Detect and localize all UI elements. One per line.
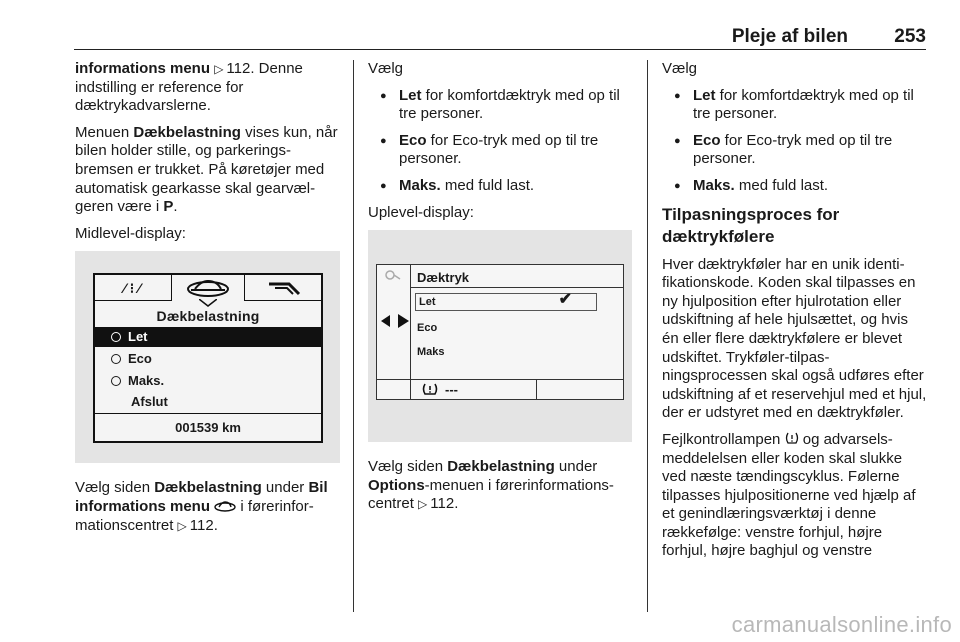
list-item [368, 87, 634, 124]
paragraph [75, 124, 340, 217]
text: Vælg siden [368, 458, 448, 476]
bold-term: Dækbelastning [154, 479, 262, 497]
radio-icon [111, 376, 121, 386]
pressure-value: --- [445, 382, 458, 398]
divider [411, 287, 623, 288]
page-number: 253 [894, 26, 926, 47]
text: for komfortdæktryk med op til tre personer. [399, 86, 620, 123]
option-eco[interactable]: Eco [417, 322, 438, 335]
option-maks[interactable] [95, 371, 321, 391]
paragraph [662, 431, 928, 561]
paragraph [75, 60, 340, 116]
tab-pointer-icon [199, 299, 217, 307]
watermark: carmanualsonline.info [731, 612, 952, 637]
tire-pressure-warning-icon [785, 432, 799, 445]
trip-tab: ⁄ ⁝ ⁄ [123, 280, 141, 297]
ref-number: 112 [226, 60, 251, 77]
intro: Vælg [662, 60, 698, 77]
tire-pressure-icon [421, 382, 439, 396]
car-tab [171, 275, 245, 301]
road-icon [267, 280, 301, 296]
option-maks[interactable]: Maks [417, 346, 445, 359]
column-1 [75, 60, 340, 543]
text: Fejlkontrollampen [662, 430, 785, 448]
option-label: Let [419, 296, 436, 309]
section-title: Pleje af bilen [731, 26, 848, 47]
paragraph [75, 479, 340, 535]
column-3 [662, 60, 928, 569]
display-title: Dækbelastning [156, 308, 260, 325]
page-reference[interactable] [418, 495, 454, 512]
column-divider [353, 60, 354, 612]
column-2 [368, 60, 634, 522]
list-item [662, 132, 928, 169]
bottom-left-segment [377, 380, 411, 400]
bold-term: Bil informations menu [75, 479, 328, 515]
radio-icon [111, 332, 121, 342]
text: i førerinformationscentret [75, 497, 314, 534]
list-item [662, 87, 928, 124]
gear-position: P [163, 198, 174, 216]
uplevel-display-figure [368, 230, 632, 442]
option-eco[interactable] [95, 349, 321, 369]
radio-icon [111, 354, 121, 364]
text: vises kun, når bilen holder stille, og parkeringsbremsen er trukket. På køretøjer med automatisk gearkasse skal gearvælgeren være i [75, 123, 338, 216]
display-title: Dæktryk [417, 270, 470, 286]
intro: Vælg [368, 60, 404, 77]
midlevel-label: Midlevel-display: [75, 224, 186, 242]
text: under [261, 479, 309, 497]
paragraph [368, 458, 634, 514]
option-let[interactable] [415, 293, 597, 311]
settings-tab [247, 275, 321, 301]
option-let[interactable] [95, 327, 321, 347]
exit-option[interactable]: Afslut [131, 394, 168, 410]
display-sidebar [377, 265, 411, 379]
ref-number: 112 [189, 516, 214, 534]
car-icon [185, 278, 231, 298]
text: for Eco-tryk med op til tre personer. [399, 131, 599, 168]
column-divider [647, 60, 648, 612]
bold-term: Eco [693, 131, 721, 149]
text: -menuen i førerinformationscentret [368, 476, 614, 513]
text: Vælg siden [75, 479, 155, 497]
list-item [662, 177, 928, 196]
uplevel-label: Uplevel-display: [368, 203, 474, 221]
bold-term: Eco [399, 131, 427, 149]
text: . Denne indstilling er reference for dæktrykadvarslerne. [75, 60, 303, 115]
car-icon [214, 501, 236, 512]
bold-term: Maks. [399, 176, 441, 194]
bold-term: Options [368, 476, 425, 494]
midlevel-display [93, 273, 323, 443]
text: med fuld last. [440, 176, 535, 194]
bold-term: Dækbelastning [133, 123, 241, 141]
text: og advarselsmeddelelsen eller koden skal slukke ved næste tændingscyklus. Følerne tilpasses hjulpositionerne ved hjælp af et genindlæringsværktøj i denne rækkefølge: venstre forhjul, højre forhjul, højre baghjul og venstre [662, 430, 916, 560]
text: . [213, 516, 218, 534]
page-reference[interactable] [214, 60, 250, 77]
bold-term: Dækbelastning [447, 458, 555, 476]
display-bottom-bar [377, 379, 623, 399]
bold-term: Let [399, 86, 422, 104]
text: under [554, 458, 598, 476]
text: med fuld last. [734, 176, 829, 194]
page-reference[interactable] [178, 517, 214, 534]
uplevel-display [376, 264, 624, 400]
left-right-arrows-icon[interactable] [381, 313, 409, 329]
text: Menuen [75, 123, 134, 141]
text: . [454, 495, 459, 513]
paragraph: Hver dæktrykføler har en unik identifikationskode. Koden skal tilpasses en ny hjulposition efter hjulrotation eller udskiftning af hele hjulsættet, og hvis én eller flere dæktrykfølere er blevet udskiftet. Trykføler-tilpasningsprocessen skal også udføres efter udskiftning af et reservehjul med et hjul, der er udstyret med en dæktrykføler. [662, 255, 927, 422]
odometer: 001539 km [95, 413, 321, 441]
option-label: Let [128, 329, 148, 345]
text: for komfortdæktryk med op til tre personer. [693, 86, 914, 123]
bold-term: Let [693, 86, 716, 104]
list-item [368, 132, 634, 169]
display-tabs [95, 275, 321, 301]
tool-icon [385, 269, 401, 281]
option-label: Maks. [128, 373, 165, 389]
section-heading: Tilpasningsproces for dæktrykfølere [662, 204, 840, 246]
page-header [74, 12, 926, 50]
midlevel-display-figure [75, 251, 340, 463]
pressure-readout [411, 380, 537, 400]
ref-number: 112 [430, 495, 455, 513]
text: for Eco-tryk med op til tre personer. [693, 131, 893, 168]
bold-term: Maks. [693, 176, 735, 194]
text: . [173, 198, 178, 216]
list-item [368, 177, 634, 196]
checkmark-icon: ✔ [558, 291, 572, 309]
bold-term: informations menu [75, 60, 211, 77]
option-label: Eco [128, 351, 152, 367]
